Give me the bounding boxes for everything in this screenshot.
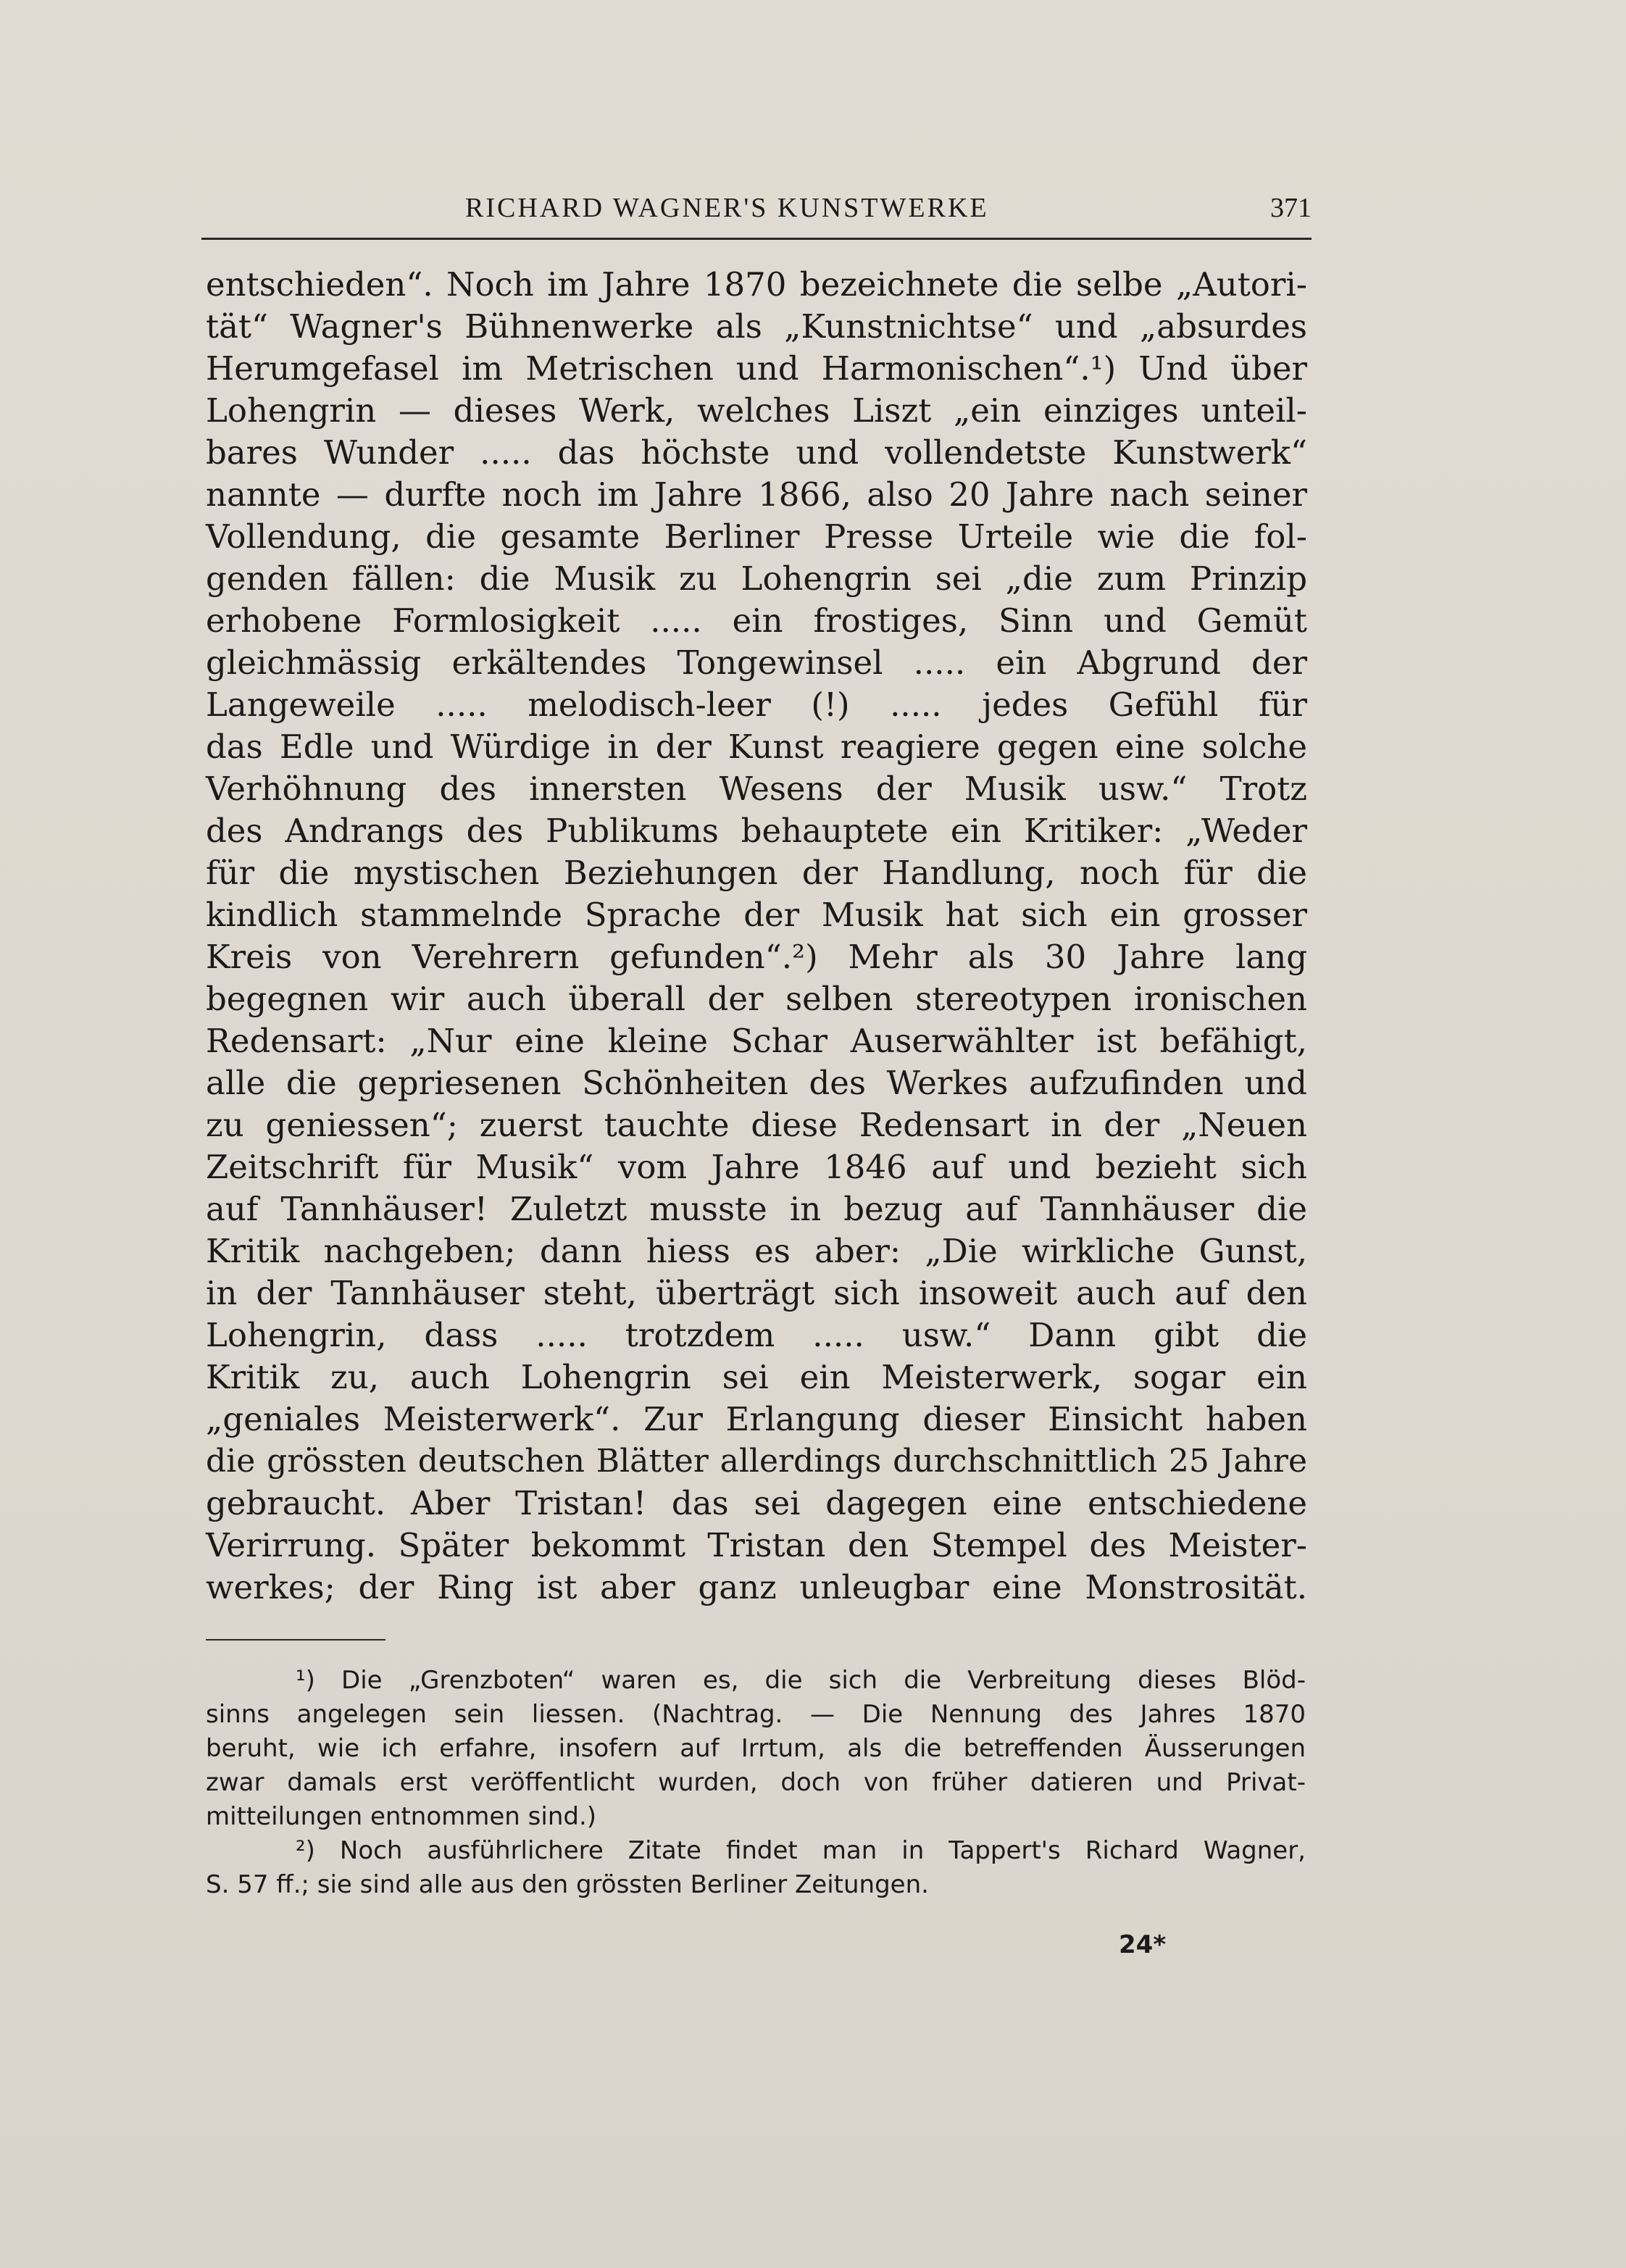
header-rule: [201, 238, 1312, 240]
body-text: [206, 264, 1307, 1609]
body-line: erhobene Formlosigkeit ..... ein frostiges, Sinn und Gemüt: [206, 601, 1307, 640]
body-line: entschieden“. Noch im Jahre 1870 bezeichnete die selbe „Autori-: [206, 265, 1307, 304]
body-line: tät“ Wagner's Bühnenwerke als „Kunstnichtse“ und „absurdes: [206, 307, 1307, 346]
body-line: Verhöhnung des innersten Wesens der Musik usw.“ Trotz: [206, 770, 1307, 808]
body-line: begegnen wir auch überall der selben stereotypen ironischen: [206, 980, 1307, 1018]
running-title: RICHARD WAGNER'S KUNSTWERKE: [465, 193, 989, 223]
body-line: Langeweile ..... melodisch-leer (!) ..... jedes Gefühl für: [206, 685, 1307, 724]
body-line: Lohengrin — dieses Werk, welches Liszt „ein einziges unteil-: [206, 391, 1307, 430]
body-line: „geniales Meisterwerk“. Zur Erlangung dieser Einsicht haben: [206, 1400, 1307, 1438]
body-line: werkes; der Ring ist aber ganz unleugbar eine Monstrosität.: [206, 1568, 1307, 1606]
footnote-line: ²) Noch ausführlichere Zitate findet man in Tappert's Richard Wagner,: [296, 1836, 1306, 1865]
body-line: kindlich stammelnde Sprache der Musik hat sich ein grosser: [206, 896, 1307, 934]
footnote-line: ¹) Die „Grenzboten“ waren es, die sich die Verbreitung dieses Blöd-: [296, 1666, 1306, 1695]
body-line: Zeitschrift für Musik“ vom Jahre 1846 auf und bezieht sich: [206, 1148, 1307, 1186]
body-line: die grössten deutschen Blätter allerdings durchschnittlich 25 Jahre: [206, 1443, 1307, 1480]
body-line: Herumgefasel im Metrischen und Harmonischen“.¹) Und über: [206, 349, 1307, 388]
body-line: des Andrangs des Publikums behauptete ein Kritiker: „Weder: [206, 812, 1307, 850]
page-number: 371: [1270, 193, 1312, 223]
footnote-line: mitteilungen entnommen sind.): [206, 1802, 597, 1831]
body-line: Lohengrin, dass ..... trotzdem ..... usw.“ Dann gibt die: [206, 1316, 1307, 1354]
body-line: bares Wunder ..... das höchste und vollendetste Kunstwerk“: [206, 433, 1307, 472]
footnote-line: zwar damals erst veröffentlicht wurden, doch von früher datieren und Privat-: [206, 1768, 1306, 1797]
footnote-line: beruht, wie ich erfahre, insofern auf Irrtum, als die betreffenden Äusserungen: [206, 1734, 1306, 1763]
page-header: [201, 190, 1312, 233]
signature-mark: 24*: [1119, 1930, 1167, 1959]
body-line: für die mystischen Beziehungen der Handlung, noch für die: [206, 854, 1307, 892]
body-line: Vollendung, die gesamte Berliner Presse Urteile wie die fol-: [206, 517, 1307, 556]
body-line: alle die gepriesenen Schönheiten des Werkes aufzufinden und: [206, 1064, 1307, 1102]
footnote-line: sinns angelegen sein liessen. (Nachtrag. — Die Nennung des Jahres 1870: [206, 1700, 1306, 1729]
body-line: Redensart: „Nur eine kleine Schar Auserwählter ist befähigt,: [206, 1022, 1307, 1060]
body-line: genden fällen: die Musik zu Lohengrin sei „die zum Prinzip: [206, 559, 1307, 598]
body-line: Kritik nachgeben; dann hiess es aber: „Die wirkliche Gunst,: [206, 1232, 1307, 1270]
body-line: Kreis von Verehrern gefunden“.²) Mehr als 30 Jahre lang: [206, 938, 1307, 976]
body-line: Verirrung. Später bekommt Tristan den Stempel des Meister-: [206, 1526, 1307, 1564]
footnotes: [206, 1664, 1306, 1902]
body-line: in der Tannhäuser steht, überträgt sich insoweit auch auf den: [206, 1274, 1307, 1312]
body-line: nannte — durfte noch im Jahre 1866, also 20 Jahre nach seiner: [206, 475, 1307, 514]
footnote-line: S. 57 ff.; sie sind alle aus den grössten Berliner Zeitungen.: [206, 1870, 929, 1899]
body-line: gleichmässig erkältendes Tongewinsel ..... ein Abgrund der: [206, 643, 1307, 682]
body-line: gebraucht. Aber Tristan! das sei dagegen eine entschiedene: [206, 1484, 1307, 1522]
body-line: zu geniessen“; zuerst tauchte diese Redensart in der „Neuen: [206, 1106, 1307, 1144]
body-line: das Edle und Würdige in der Kunst reagiere gegen eine solche: [206, 727, 1307, 766]
footnote-rule: [206, 1639, 385, 1640]
body-line: Kritik zu, auch Lohengrin sei ein Meisterwerk, sogar ein: [206, 1358, 1307, 1396]
body-line: auf Tannhäuser! Zuletzt musste in bezug auf Tannhäuser die: [206, 1190, 1307, 1228]
